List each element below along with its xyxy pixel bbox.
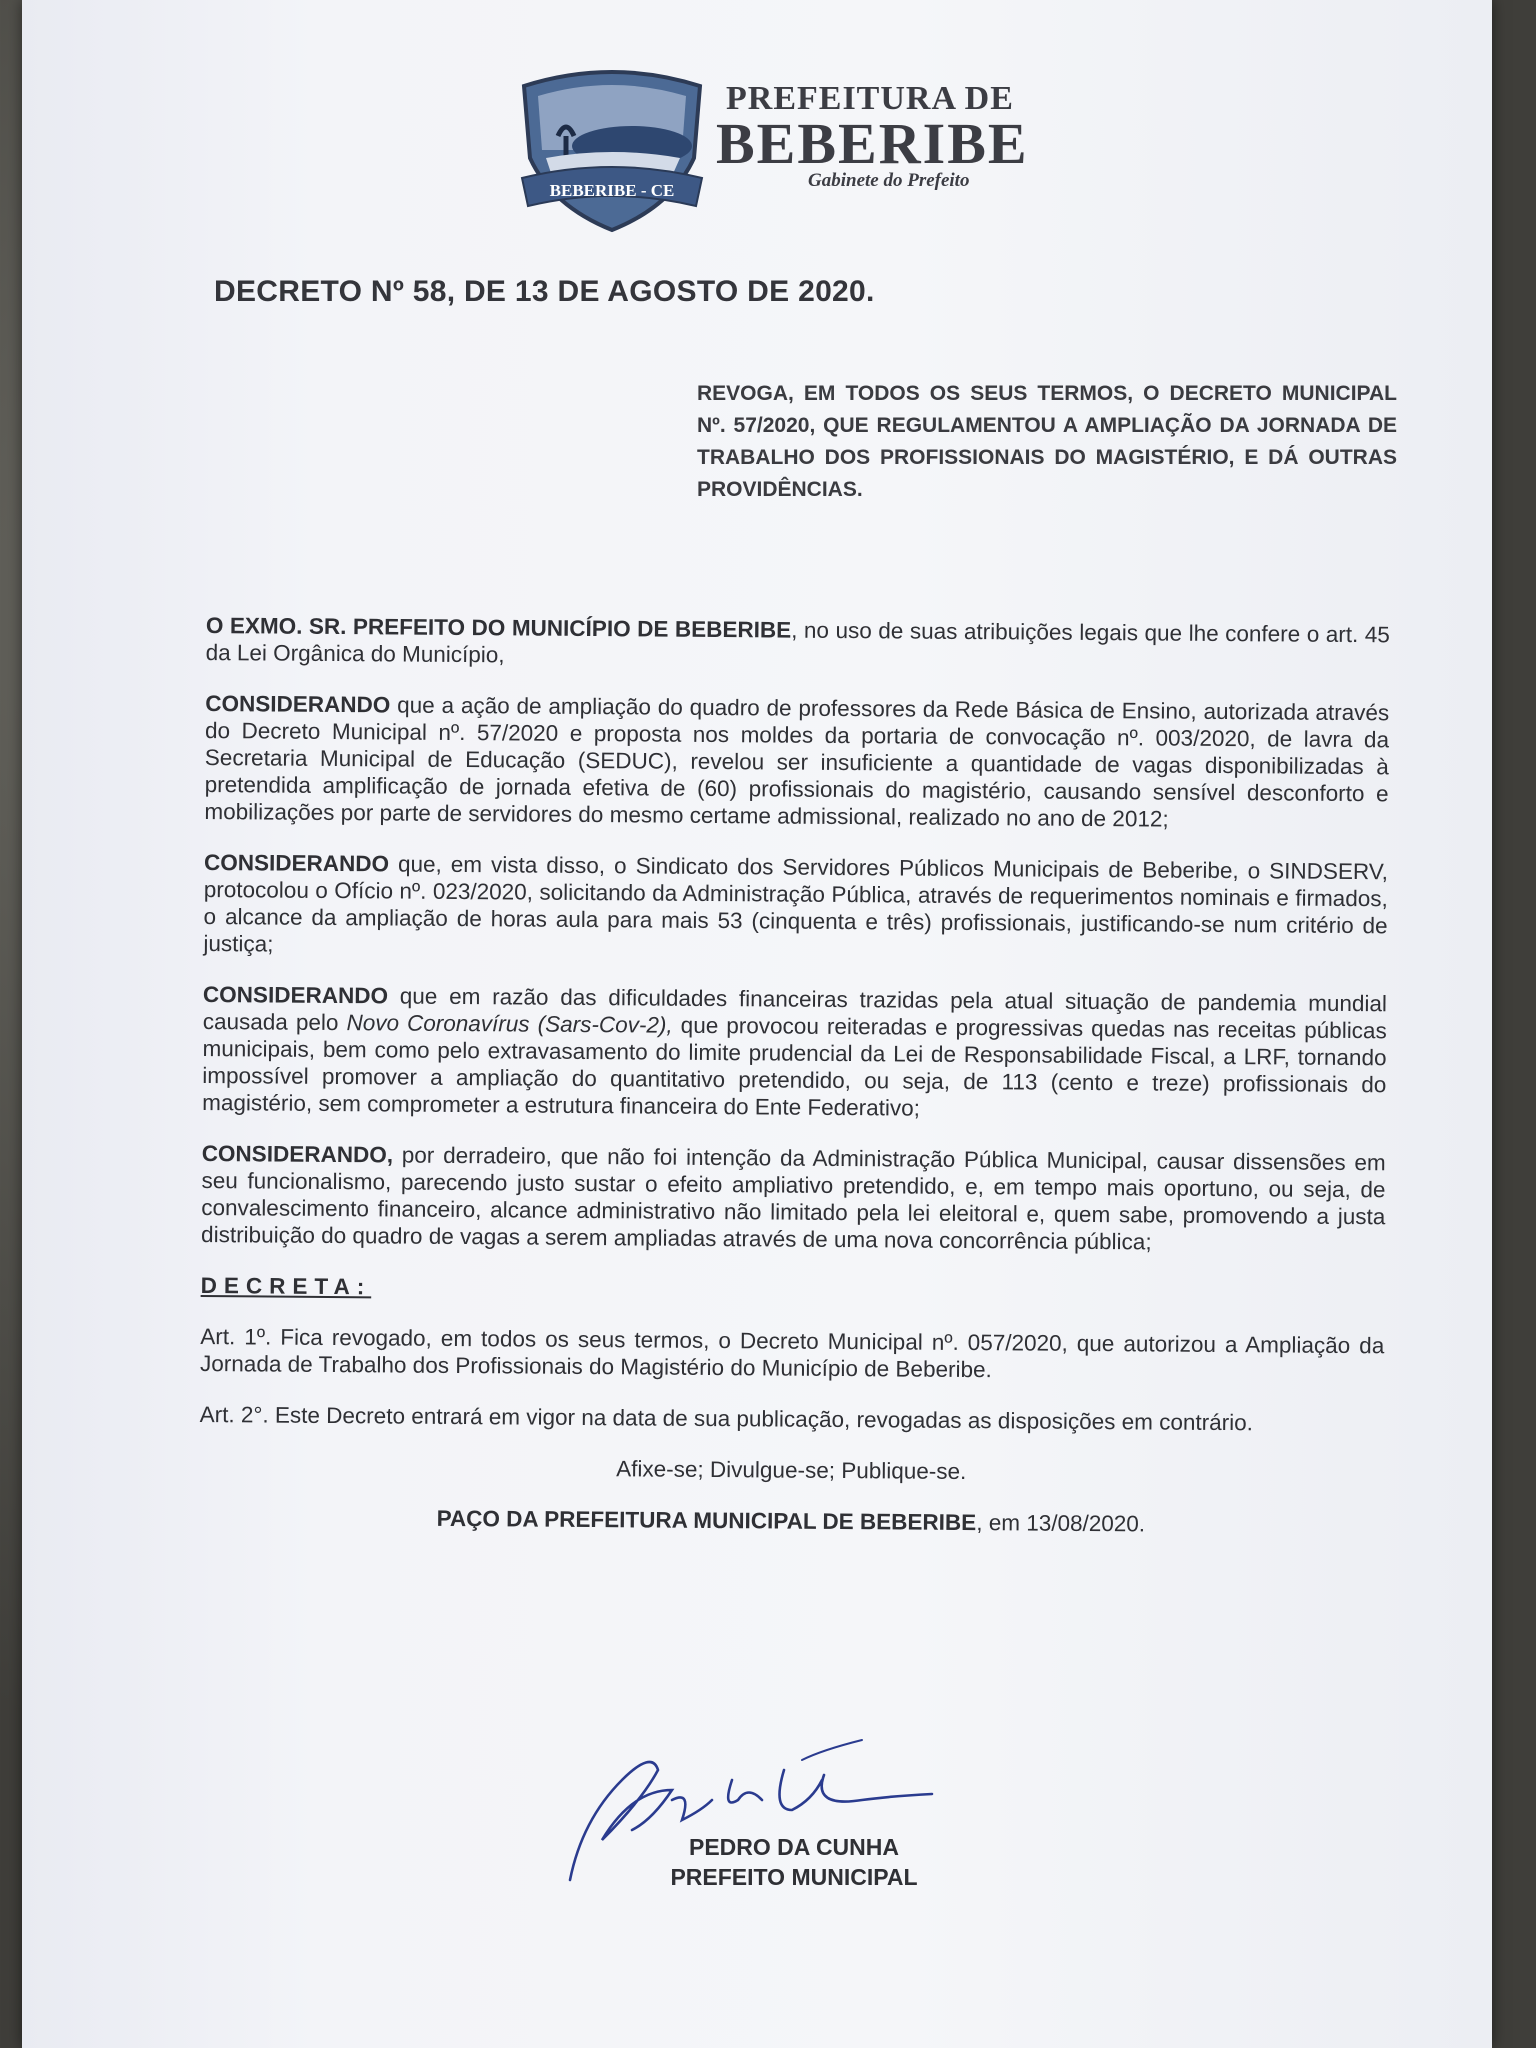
considerando-text-continued: que provocou reiteradas e progressivas quedas nas receitas públicas municipais, bem como pelo extravasamento do limite prudencial da Lei de Responsabilidade Fiscal, a LRF, tornando impossível promover a ampliação do quantitativo pretendido, ou seja, de 113 (cento e treze) profissionais do magistério, sem comprometer a estrutura financeira do Ente Federativo; bbox=[202, 1012, 1387, 1121]
publication-order: Afixe-se; Divulgue-se; Publique-se. bbox=[616, 1456, 967, 1484]
considerando-italic-text: Novo Coronavírus (Sars-Cov-2), bbox=[346, 1010, 673, 1038]
article-2: Art. 2°. Este Decreto entrará em vigor na data de sua publicação, revogadas as disposições em contrário. bbox=[199, 1401, 1254, 1436]
crest-banner-text: BEBERIBE - CE bbox=[549, 181, 675, 200]
date-text: , em 13/08/2020. bbox=[976, 1510, 1146, 1537]
decree-summary: REVOGA, EM TODOS OS SEUS TERMOS, O DECRETO MUNICIPAL Nº. 57/2020, QUE REGULAMENTOU A AMPLIAÇÃO DA JORNADA DE TRABALHO DOS PROFISSIONAIS DO MAGISTÉRIO, E DÁ OUTRAS PROVIDÊNCIAS. bbox=[697, 382, 1397, 501]
considerando-label: CONSIDERANDO bbox=[203, 849, 390, 877]
considerando-paragraph bbox=[204, 690, 1389, 834]
letterhead-municipality: BEBERIBE bbox=[716, 111, 1029, 176]
considerando-text: por derradeiro, que não foi intenção da Administração Pública Municipal, causar dissensões em seu funcionalismo, parecendo justo sustar o efeito ampliativo pretendido, e, em tempo mais oportuno, ou seja, de convalescimento financeiro, alcance administrativo não limitado pela lei eleitoral e, quem sabe, promovendo a justa distribuição do quadro de vagas a serem ampliadas através de uma nova concorrência pública; bbox=[201, 1142, 1386, 1255]
place-and-date bbox=[199, 1503, 1383, 1539]
decreta-heading: DECRETA: bbox=[200, 1272, 372, 1300]
preamble-text: , no uso de suas atribuições legais que lhe confere o art. 45 da Lei Orgânica do Município, bbox=[205, 617, 1390, 668]
decree-body bbox=[199, 612, 1390, 1563]
considerando-text: que a ação de ampliação do quadro de professores da Rede Básica de Ensino, autorizada através do Decreto Municipal nº. 57/2020 e proposta nos moldes da portaria de convocação nº. 003/2020, de lavra da Secretaria Municipal de Educação (SEDUC), revelou ser insuficiente a quantidade de vagas disponibilizadas à pretendida amplificação de jornada efetiva de (60) profissionais do magistério, causando sensível desconforto e mobilizações por parte de servidores do mesmo certame admissional, realizado no ano de 2012; bbox=[204, 692, 1390, 832]
considerando-paragraph bbox=[202, 981, 1387, 1125]
place-bold: PAÇO DA PREFEITURA MUNICIPAL DE BEBERIBE bbox=[436, 1505, 977, 1536]
document-page bbox=[22, 0, 1492, 2048]
preamble-paragraph bbox=[206, 612, 1390, 675]
article-1: Art. 1º. Fica revogado, em todos os seus termos, o Decreto Municipal nº. 057/2020, que autorizou a Ampliação da Jornada de Trabalho dos Profissionais do Magistério do Município de Beberibe. bbox=[199, 1323, 1385, 1383]
preamble-bold: O EXMO. SR. PREFEITO DO MUNICÍPIO DE BEBERIBE bbox=[205, 612, 792, 643]
considerando-text: que em razão das dificuldades financeiras trazidas pela atual situação de pandemia mundial causada pelo bbox=[202, 983, 1388, 1036]
considerando-label: CONSIDERANDO bbox=[205, 690, 391, 718]
considerando-text: que, em vista disso, o Sindicato dos Servidores Públicos Municipais de Beberibe, o SINDSERV, protocolou o Ofício nº. 023/2020, solicitando da Administração Pública, através de requerimentos nominais e firmados, o alcance da ampliação de horas aula para mais 53 (cinquenta e três) profissionais, justificando-se num critério de justiça; bbox=[203, 851, 1389, 957]
considerando-paragraph bbox=[201, 1140, 1386, 1257]
signer-name: PEDRO DA CUNHA bbox=[689, 1834, 899, 1860]
municipal-crest-logo bbox=[512, 66, 712, 234]
considerando-label: CONSIDERANDO, bbox=[201, 1140, 394, 1168]
considerando-paragraph bbox=[203, 849, 1388, 966]
decree-title: DECRETO Nº 58, DE 13 DE AGOSTO DE 2020. bbox=[214, 275, 875, 308]
letterhead-line-1: PREFEITURA DE bbox=[726, 80, 1014, 117]
signer-role: PREFEITO MUNICIPAL bbox=[670, 1864, 918, 1890]
signature-block bbox=[562, 1730, 962, 1910]
letterhead-office: Gabinete do Prefeito bbox=[808, 170, 970, 191]
considerando-label: CONSIDERANDO bbox=[202, 981, 389, 1009]
letterhead bbox=[512, 66, 1112, 236]
